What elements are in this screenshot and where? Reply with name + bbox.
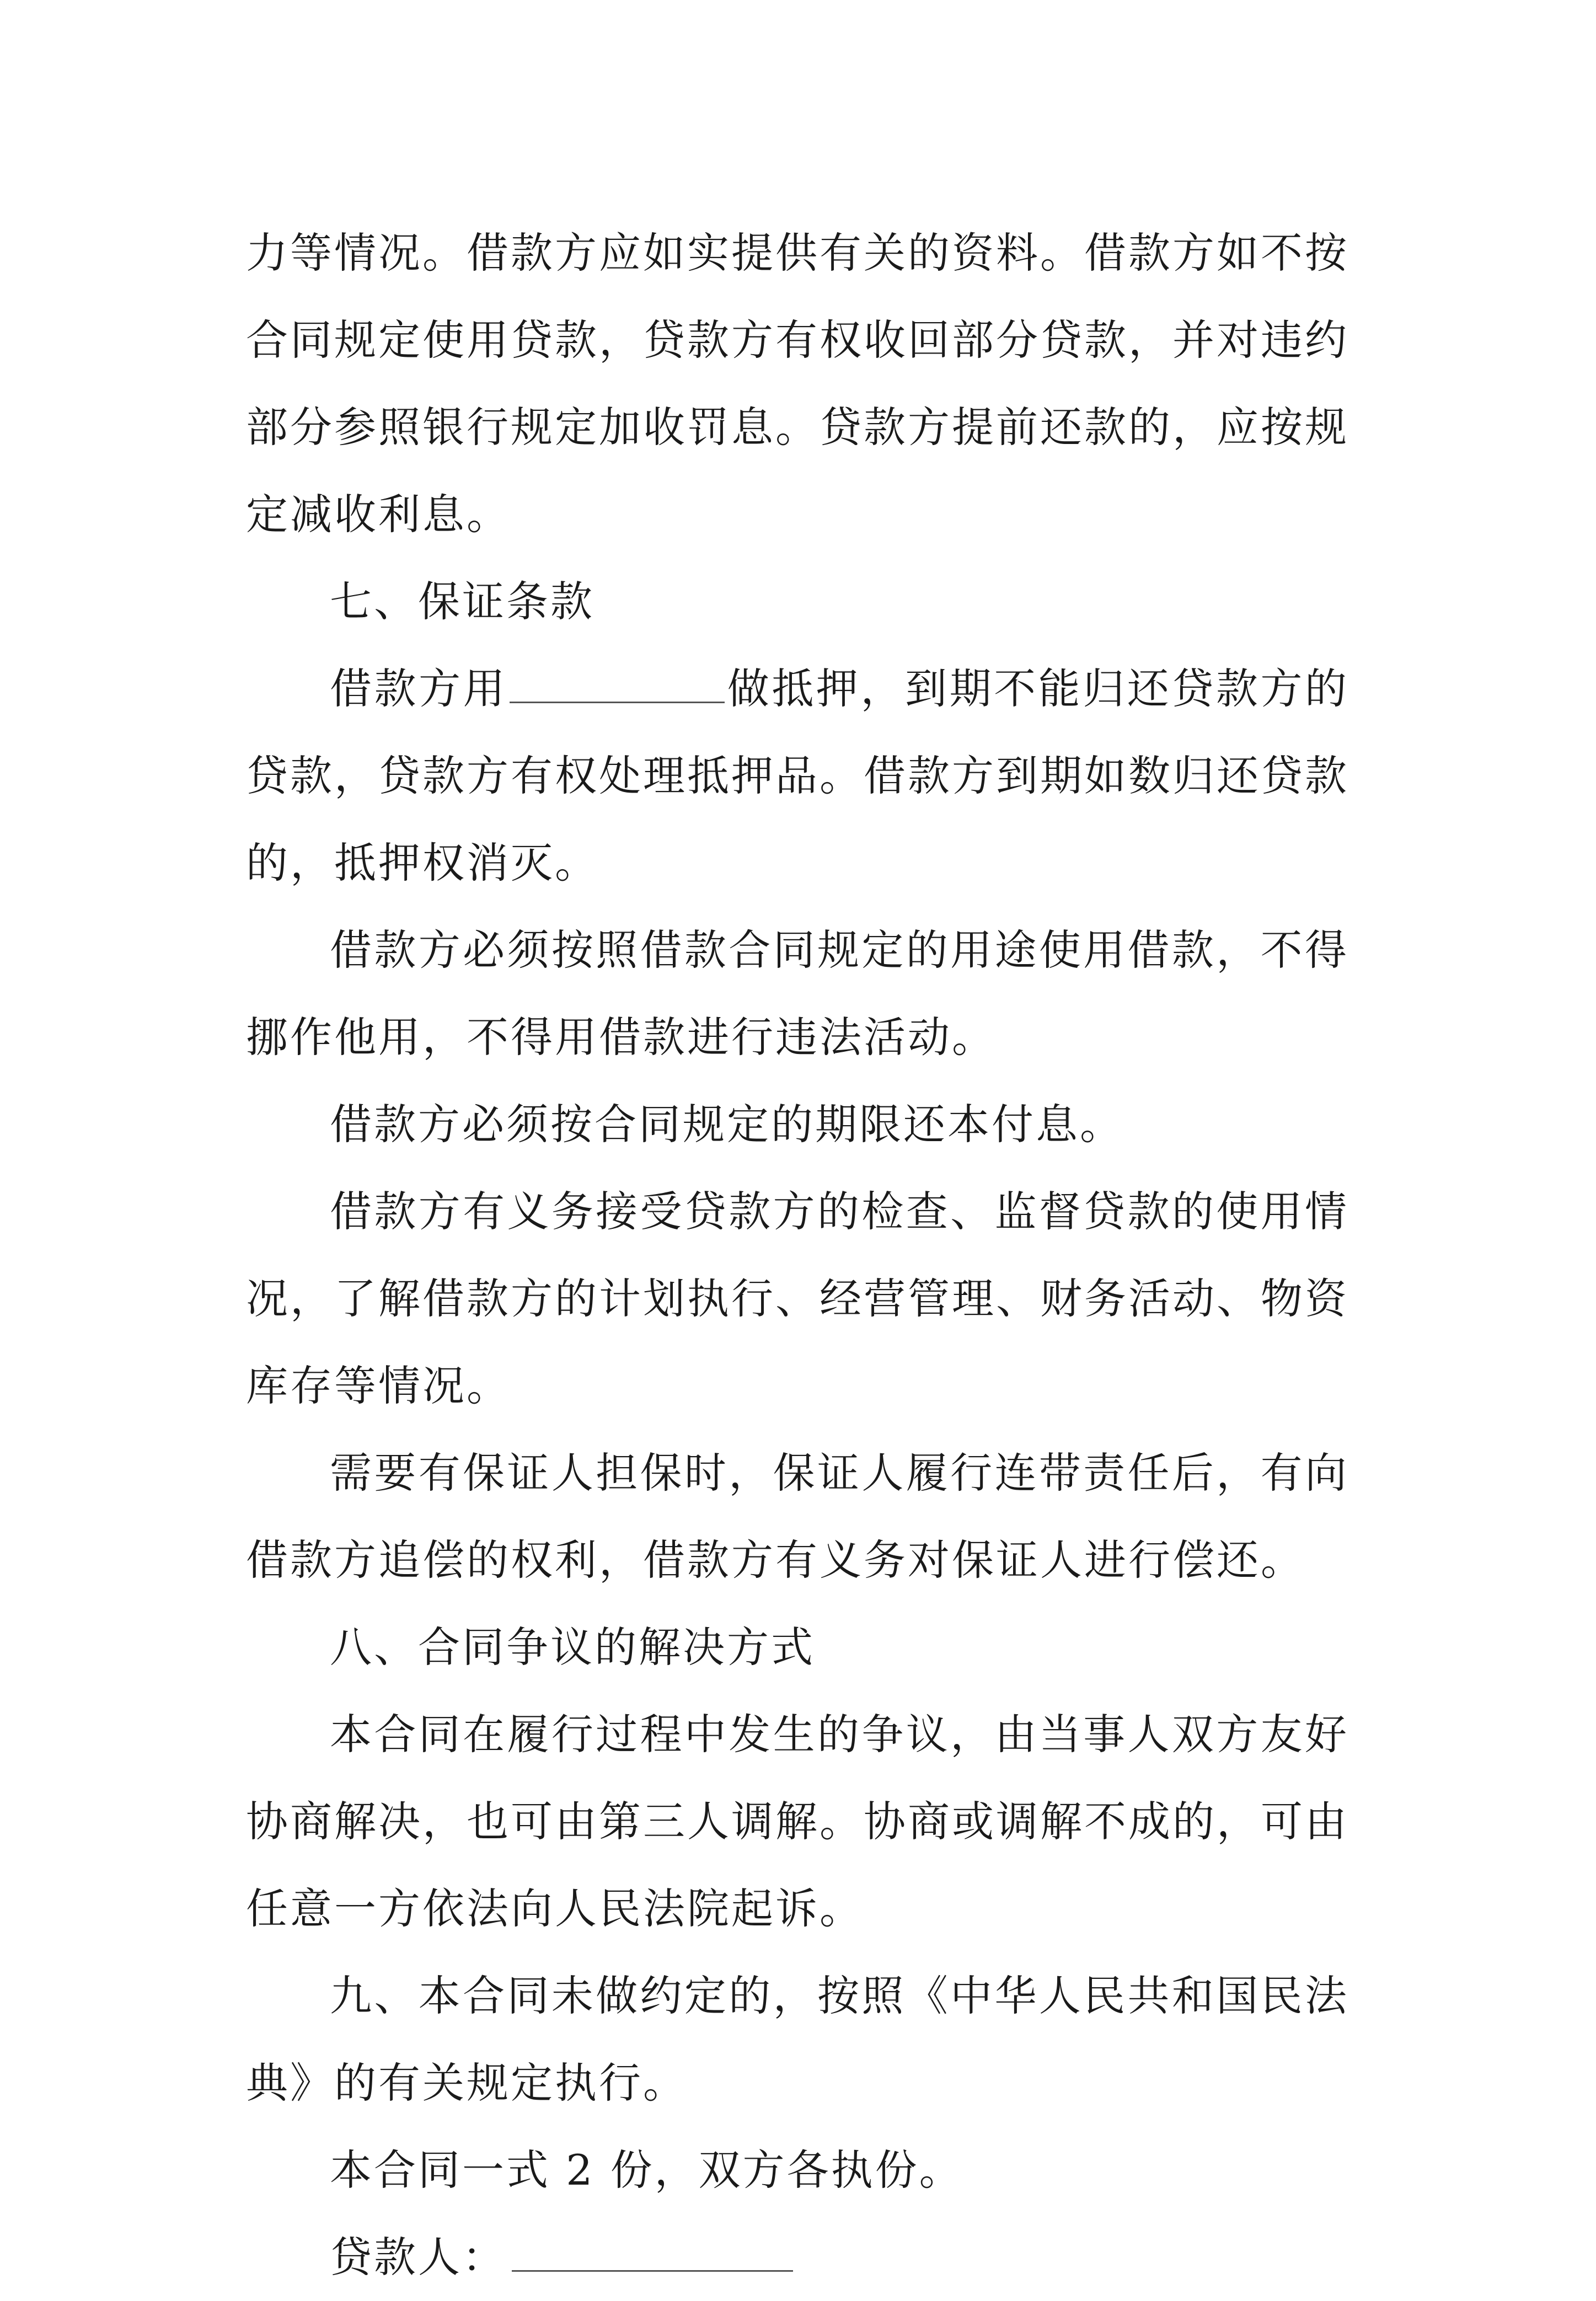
signature-lender [246, 2214, 1349, 2301]
section-heading-guarantee: 七、保证条款 [330, 577, 595, 626]
paragraph-loan-usage: 借款方必须按照借款合同规定的用途使用借款，不得挪作他用，不得用借款进行违法活动。 [246, 925, 1349, 1062]
paragraph-continued-terms: 力等情况。借款方应如实提供有关的资料。借款方如不按合同规定使用贷款，贷款方有权收回部分贷款，并对违约部分参照银行规定加收罚息。贷款方提前还款的，应按规定减收利息。 [246, 228, 1349, 539]
paragraph-guarantor: 需要有保证人担保时，保证人履行连带责任后，有向借款方追偿的权利，借款方有义务对保证人进行偿还。 [246, 1448, 1349, 1585]
paragraph-dispute-resolution: 本合同在履行过程中发生的争议，由当事人双方友好协商解决，也可由第三人调解。协商或调解不成的，可由任意一方依法向人民法院起诉。 [246, 1710, 1349, 1933]
section-heading-dispute: 八、合同争议的解决方式 [330, 1623, 815, 1672]
collateral-text-after: 做抵押，到期不能归还贷款方的贷款，贷款方有权处理抵押品。借款方到期如数归还贷款的，抵押权消灭。 [246, 664, 1349, 887]
paragraph-copies: 本合同一式 2 份，双方各执份。 [330, 2145, 963, 2195]
collateral-blank-line [510, 663, 725, 703]
paragraph-inspection: 借款方有义务接受贷款方的检查、监督贷款的使用情况，了解借款方的计划执行、经营管理、财务活动、物资库存等情况。 [246, 1187, 1349, 1410]
collateral-text-before: 借款方用 [330, 664, 508, 713]
paragraph-repayment: 借款方必须按合同规定的期限还本付息。 [330, 1100, 1124, 1149]
lender-signature-line [512, 2232, 793, 2272]
paragraph-civil-code: 九、本合同未做约定的，按照《中华人民共和国民法典》的有关规定执行。 [246, 1971, 1349, 2107]
lender-label: 贷款人： [330, 2233, 506, 2282]
document-body [246, 210, 1349, 2301]
paragraph-collateral [246, 645, 1349, 907]
